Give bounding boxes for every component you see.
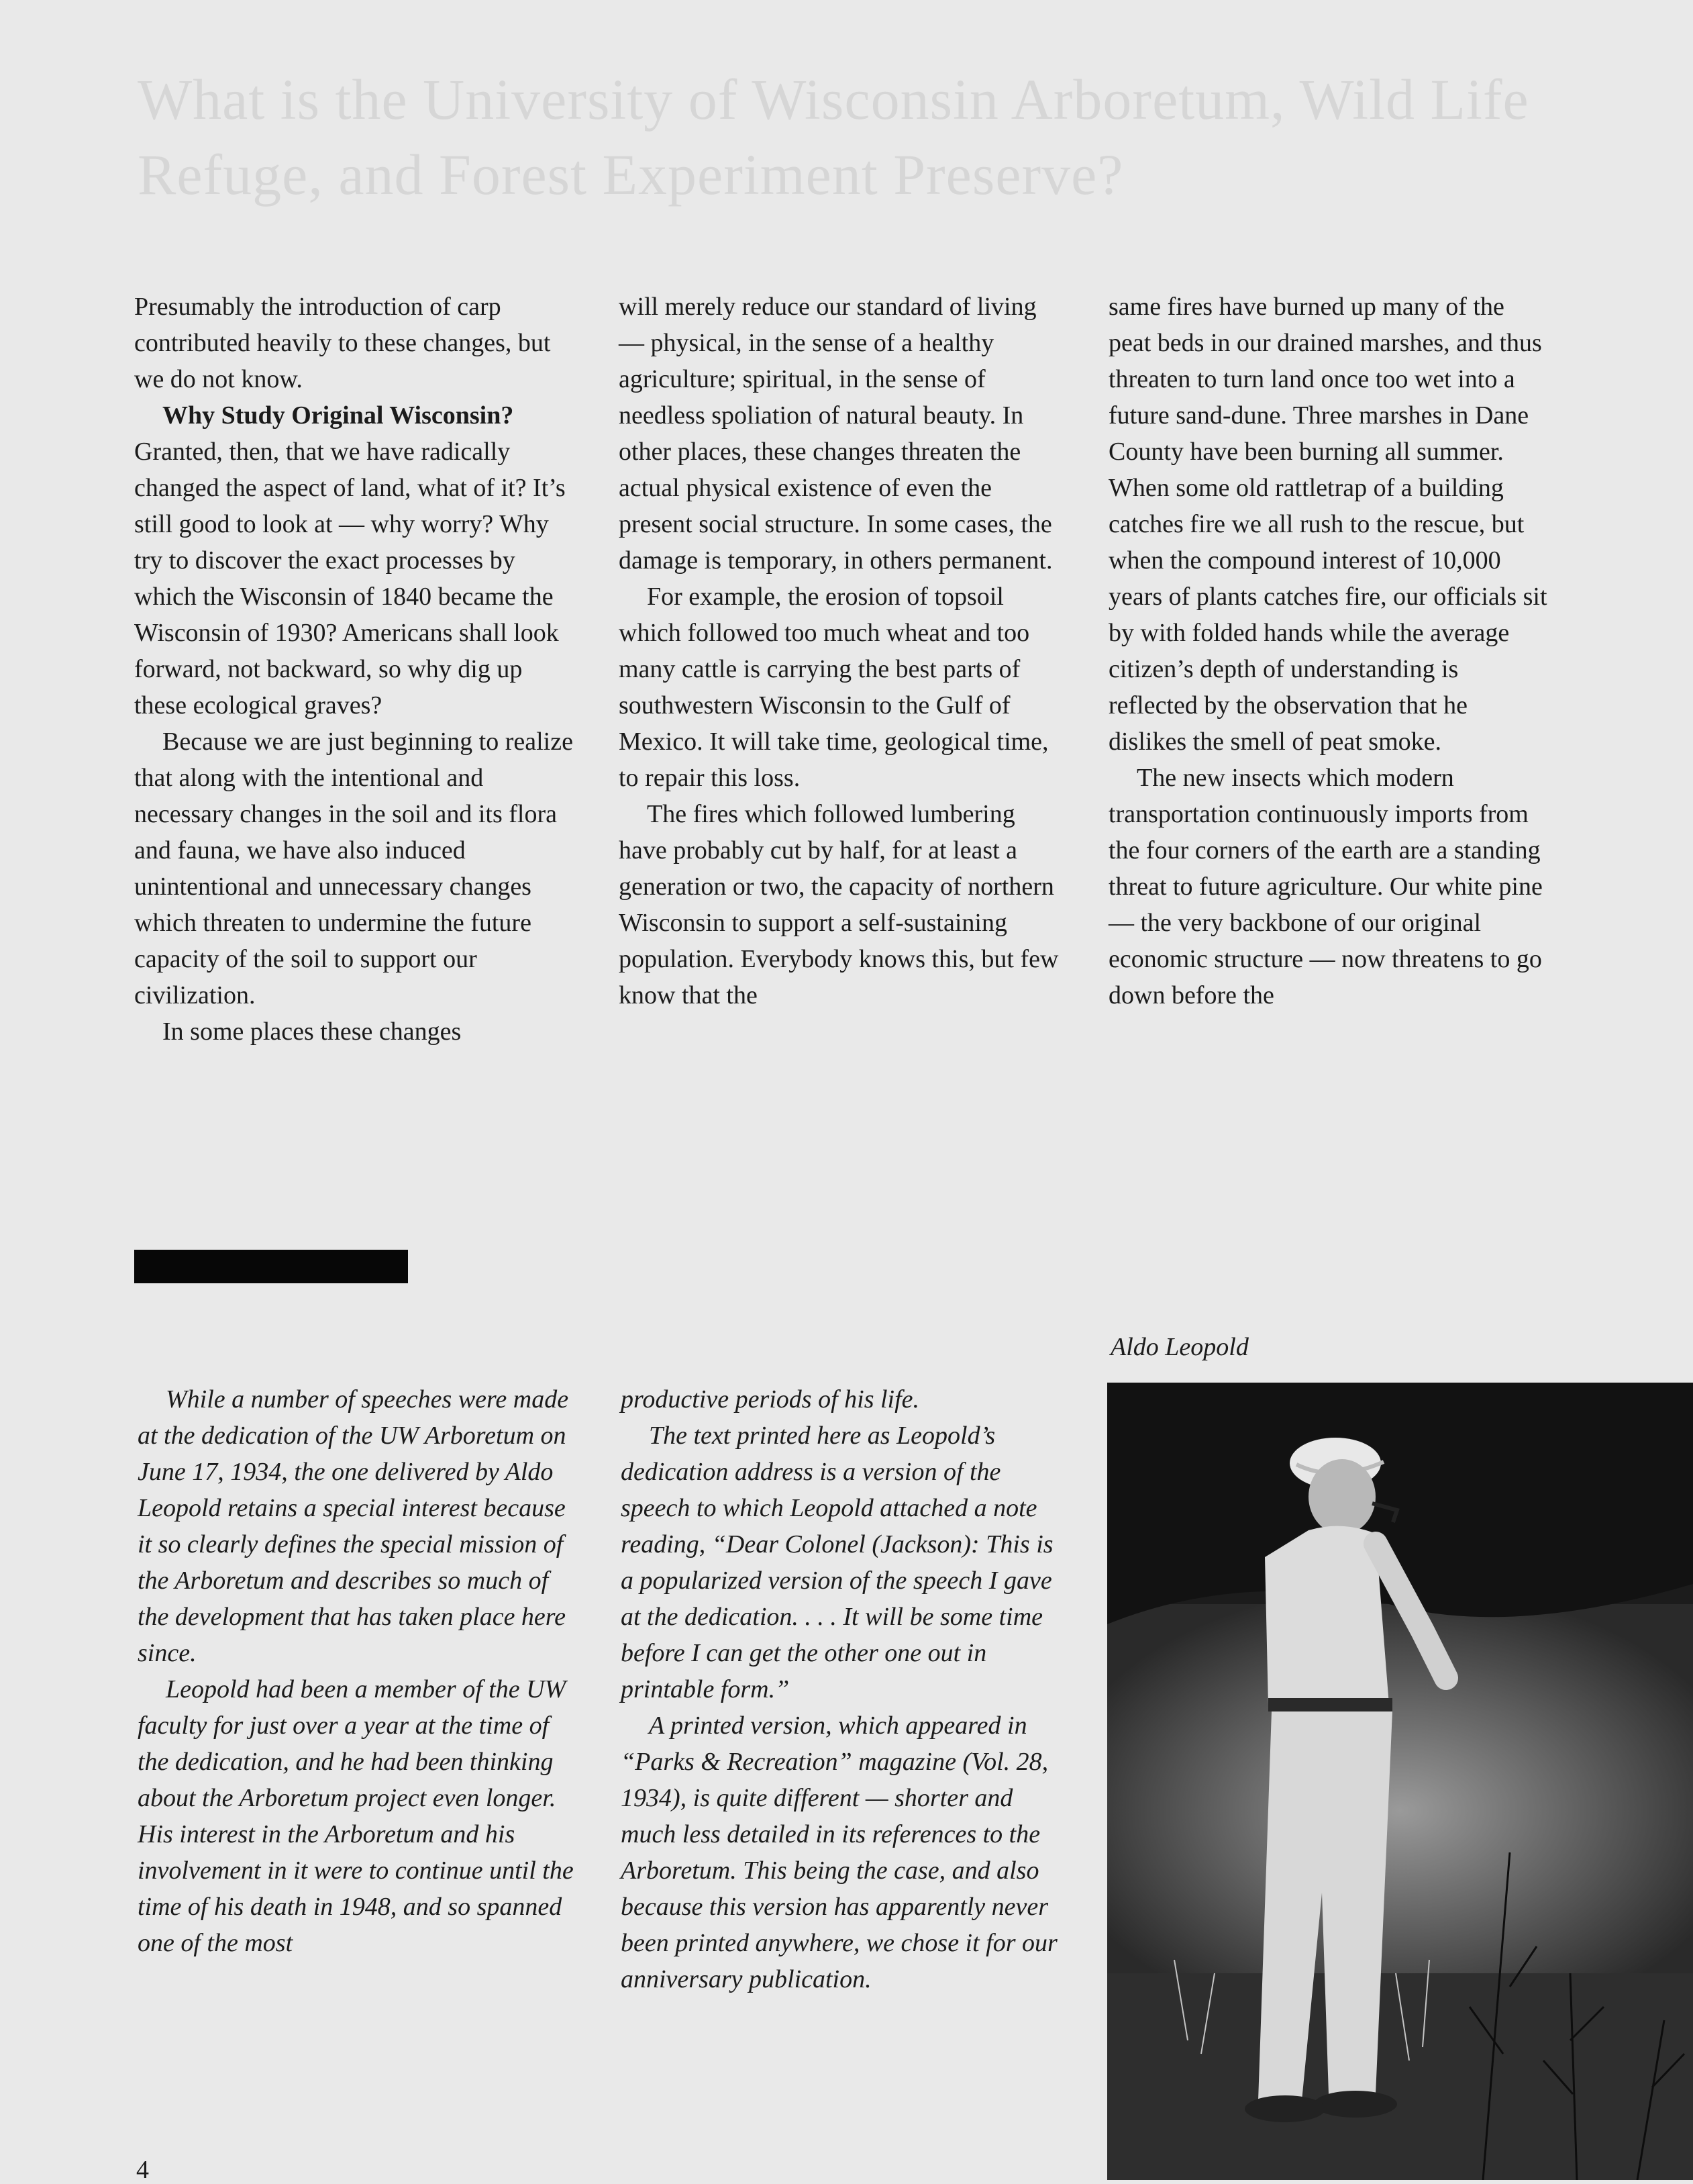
paragraph	[134, 397, 577, 724]
paragraph: The fires which followed lumbering have probably cut by half, for at least a generation or two, the capacity of northern Wisconsin to support a self-sustaining population. Everybody knows this, but few know that the	[619, 800, 1059, 1009]
paragraph: While a number of speeches were made at the dedication of the UW Arboretum on June 17, 1934, the one delivered by Aldo Leopold retains a special interest because it so clearly defines the special mission of the Arboretum and describes so much of the development that has taken place here since.	[138, 1385, 569, 1667]
intro-column-2	[621, 1381, 1064, 1997]
paragraph: Presumably the introduction of carp contributed heavily to these changes, but we do not know.	[134, 293, 551, 393]
paragraph: For example, the erosion of topsoil which followed too much wheat and too many cattle is carrying the best parts of southwestern Wisconsin to the Gulf of Mexico. It will take time, geological time, to repair this loss.	[619, 583, 1049, 792]
photo-caption: Aldo Leopold	[1111, 1333, 1249, 1361]
page-number: 4	[136, 2156, 149, 2184]
faded-page-title: What is the University of Wisconsin Arboretum, Wild Life Refuge, and Forest Experiment Preserve?	[138, 67, 1529, 207]
leopold-photo	[1107, 1383, 1693, 2180]
article-column-3	[1109, 289, 1551, 1013]
intro-column-1	[138, 1381, 580, 1961]
paragraph: In some places these changes	[162, 1017, 462, 1046]
section-heading: Why Study Original Wisconsin?	[162, 401, 514, 430]
paragraph: will merely reduce our standard of living — physical, in the sense of a healthy agriculture; spiritual, in the sense of needless spoliation of natural beauty. In other places, these changes threaten the actual physical existence of even the present social structure. In some cases, the damage is temporary, in others permanent.	[619, 293, 1053, 575]
paragraph: A printed version, which appeared in “Parks & Recreation” magazine (Vol. 28, 1934), is quite different — shorter and much less detailed in its references to the Arboretum. This being the case, and also because this version has apparently never been printed anywhere, we chose it for our anniversary publication.	[621, 1711, 1058, 1993]
paragraph: Leopold had been a member of the UW faculty for just over a year at the time of the dedication, and he had been thinking about the Arboretum project even longer. His interest in the Arboretum and his involvement in it were to continue until the time of his death in 1948, and so spanned one of the most	[138, 1675, 574, 1957]
paragraph: Because we are just beginning to realize that along with the intentional and necessary changes in the soil and its flora and fauna, we have also induced unintentional and unnecessary changes which threaten to undermine the future capacity of the soil to support our civilization.	[134, 728, 573, 1009]
paragraph: productive periods of his life.	[621, 1385, 920, 1413]
article-column-1	[134, 289, 577, 1050]
paragraph: same fires have burned up many of the peat beds in our drained marshes, and thus threaten to turn land once too wet into a future sand-dune. Three marshes in Dane County have been burning all summer. When some old rattletrap of a building catches fire we all rush to the rescue, but when the compound interest of 10,000 years of plants catches fire, our officials sit by with folded hands while the average citizen’s depth of understanding is reflected by the observation that he dislikes the smell of peat smoke.	[1109, 293, 1547, 756]
paragraph: The text printed here as Leopold’s dedication address is a version of the speech to which Leopold attached a note reading, “Dear Colonel (Jackson): This is a popularized version of the speech I gave at the dedication. . . . It will be some time before I can get the other one out in printable form.”	[621, 1422, 1054, 1703]
article-column-2	[619, 289, 1062, 1013]
paragraph: The new insects which modern transportation continuously imports from the four corners of the earth are a standing threat to future agriculture. Our white pine — the very backbone of our original economic structure — now threatens to go down before the	[1109, 764, 1543, 1009]
section-divider-bar	[134, 1250, 408, 1283]
paragraph-text: Granted, then, that we have radically changed the aspect of land, what of it? It’s still good to look at — why worry? Why try to discover the exact processes by which the Wisconsin of 1840 became the Wisconsin of 1930? Americans shall look forward, not backward, so why dig up these ecological graves?	[134, 438, 566, 719]
